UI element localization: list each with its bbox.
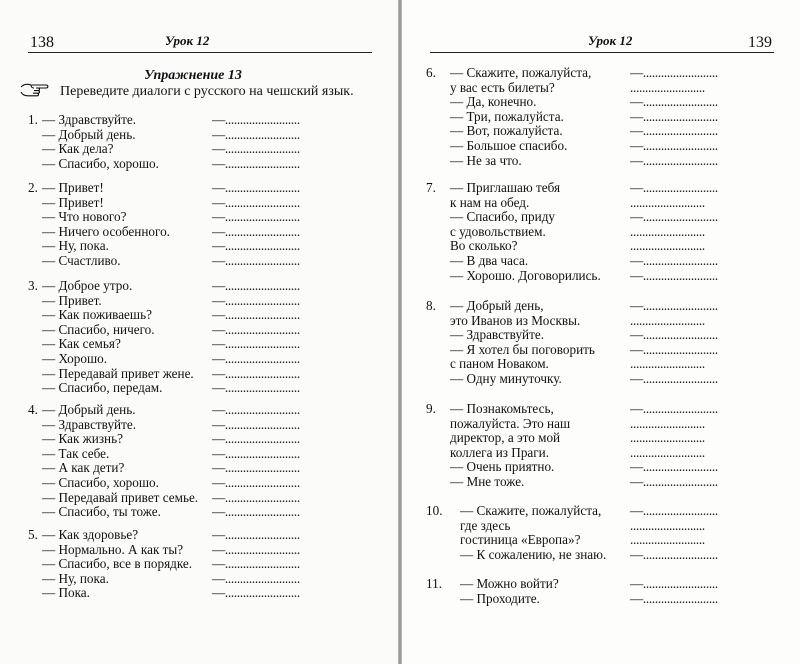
running-title: Урок 12 [165,33,210,48]
dialogue-line [426,239,786,254]
header-rule [430,52,774,53]
translation-blank: —......................... [630,401,718,416]
dialogue-10 [426,504,786,562]
dialogue-line [426,196,786,211]
dialogue-line [426,431,786,446]
dialogue-line [28,505,378,520]
russian-text: — Вот, пожалуйста. [450,123,563,139]
dialogue-line [426,372,786,387]
russian-text: — Очень приятно. [450,459,555,475]
russian-text: — Так себе. [42,445,110,461]
russian-text: — Доброе утро. [42,278,133,293]
translation-blank: —......................... [212,350,300,366]
russian-text: — Здравствуйте. [42,416,137,432]
dialogue-line [28,128,378,143]
dialogue-line [426,475,786,490]
translation-blank: —......................... [630,108,718,124]
translation-blank: —......................... [630,298,718,313]
dialogue-number: 1. [28,112,38,127]
dialogue-line [426,504,786,519]
russian-text: — Как дела? [42,141,114,157]
dialogue-number: 4. [28,402,38,417]
russian-text: с удовольствием. [450,223,546,239]
russian-text: — Познакомьтесь, [450,401,554,416]
translation-blank: —......................... [212,527,300,542]
russian-text: — Как семья? [42,336,121,352]
header-rule [28,52,372,53]
translation-blank: —......................... [630,546,718,562]
instruction [20,82,354,100]
translation-blank: —......................... [212,416,300,432]
dialogue-line [28,586,378,601]
translation-blank: —......................... [212,336,300,352]
dialogue-5 [28,528,378,601]
translation-blank: ......................... [630,194,705,210]
dialogue-line [426,314,786,329]
russian-text: это Иванов из Москвы. [450,312,581,328]
dialogue-number: 11. [426,576,442,591]
dialogue-2 [28,181,378,269]
translation-blank: —......................... [212,238,300,254]
dialogue-line [426,110,786,125]
exercise-title-text: Упражнение 13 [144,68,242,83]
russian-text: — Хорошо. [42,350,108,366]
russian-text: — Скажите, пожалуйста, [460,503,602,518]
russian-text: — Приглашаю тебя [450,180,561,195]
russian-text: — Спасибо, хорошо. [42,474,159,490]
dialogue-line [426,139,786,154]
translation-blank: —......................... [630,180,718,195]
translation-blank: —......................... [212,380,300,396]
dialogue-line [28,461,378,476]
dialogue-8 [426,299,786,387]
russian-text: — В два часа. [450,252,529,268]
translation-blank: ......................... [630,444,705,460]
dialogue-number: 8. [426,298,436,313]
russian-text: — Мне тоже. [450,473,525,489]
dialogue-number: 9. [426,401,436,416]
translation-blank: —......................... [212,504,300,520]
translation-blank: —......................... [630,503,718,518]
translation-blank: ......................... [630,312,705,328]
russian-text: — Хорошо. Договорились. [450,267,601,283]
translation-blank: —......................... [212,445,300,461]
dialogue-line [28,113,378,128]
dialogue-line [28,323,378,338]
russian-text: — Спасибо, ты тоже. [42,504,161,520]
dialogue-line [28,157,378,172]
dialogue-line [426,357,786,372]
dialogue-line [28,543,378,558]
translation-blank: —......................... [212,489,300,505]
dialogue-line [28,447,378,462]
translation-blank: ......................... [630,517,705,533]
russian-text: — Добрый день, [450,298,544,313]
russian-text: к нам на обед. [450,194,530,210]
russian-text: — Как здоровье? [42,527,139,542]
russian-text: — Ну, пока. [42,570,109,586]
russian-text: — Передавай привет семье. [42,489,199,505]
pointing-hand-icon [20,82,50,98]
russian-text: — Здравствуйте. [450,327,545,343]
dialogue-line [426,225,786,240]
dialogue-line [426,124,786,139]
dialogue-line [28,432,378,447]
dialogue-line [426,402,786,417]
dialogue-line [28,294,378,309]
translation-blank: —......................... [212,431,300,447]
translation-blank: —......................... [630,152,718,168]
translation-blank: —......................... [212,460,300,476]
translation-blank: —......................... [630,590,718,606]
translation-blank: —......................... [630,94,718,110]
russian-text: — Спасибо, ничего. [42,321,155,337]
dialogue-line [28,418,378,433]
dialogue-line [28,557,378,572]
dialogue-line [28,239,378,254]
dialogue-number: 3. [28,278,38,293]
page-header [0,30,398,54]
russian-text: — Как жизнь? [42,431,123,447]
translation-blank: —......................... [630,137,718,153]
russian-text: — Счастливо. [42,252,121,268]
dialogue-line [426,519,786,534]
russian-text: — Да, конечно. [450,94,537,110]
dialogue-line [28,308,378,323]
running-title: Урок 12 [588,33,633,48]
dialogue-line [28,352,378,367]
dialogue-line [426,299,786,314]
dialogue-number: 5. [28,527,38,542]
translation-blank: —......................... [212,126,300,142]
russian-text: — Здравствуйте. [42,112,137,127]
russian-text: — К сожалению, не знаю. [460,546,607,562]
dialogue-line [28,367,378,382]
translation-blank: ......................... [630,356,705,372]
russian-text: — Добрый день. [42,126,136,142]
translation-blank: —......................... [212,292,300,308]
russian-text: — Большое спасибо. [450,137,568,153]
translation-blank: —......................... [212,541,300,557]
russian-text: — Спасибо, хорошо. [42,155,159,171]
russian-text: — Ну, пока. [42,238,109,254]
translation-blank: —......................... [212,321,300,337]
russian-text: — Как поживаешь? [42,307,152,323]
dialogue-line [426,328,786,343]
translation-blank: —......................... [212,223,300,239]
dialogue-11 [426,577,786,606]
translation-blank: ......................... [630,238,705,254]
translation-blank: —......................... [630,473,718,489]
russian-text: — Спасибо, приду [450,209,556,225]
left-page [0,0,398,664]
translation-blank: —......................... [212,585,300,601]
translation-blank: —......................... [630,459,718,475]
translation-blank: —......................... [212,209,300,225]
dialogue-9 [426,402,786,490]
translation-blank: —......................... [212,155,300,171]
instruction-text: Переведите диалоги с русского на чешский язык. [60,84,354,99]
russian-text: гостиница «Европа»? [460,532,581,548]
translation-blank: —......................... [212,402,300,417]
russian-text: — Ничего особенного. [42,223,170,239]
translation-blank: —......................... [212,556,300,572]
translation-blank: ......................... [630,223,705,239]
dialogue-line [28,254,378,269]
dialogue-line [28,528,378,543]
dialogue-line [28,381,378,396]
translation-blank: ......................... [630,79,705,95]
dialogue-line [426,95,786,110]
translation-blank: —......................... [630,252,718,268]
translation-blank: —......................... [212,278,300,293]
russian-text: — Добрый день. [42,402,136,417]
russian-text: — Пока. [42,585,90,601]
dialogue-line [28,491,378,506]
translation-blank: ......................... [630,415,705,431]
russian-text: — Привет! [42,180,104,195]
russian-text: коллега из Праги. [450,444,550,460]
translation-blank: ......................... [630,532,705,548]
russian-text: — Можно войти? [460,576,559,591]
translation-blank: —......................... [630,327,718,343]
dialogue-line [28,279,378,294]
russian-text: — Передавай привет жене. [42,365,194,381]
dialogue-line [426,181,786,196]
dialogue-line [28,210,378,225]
russian-text: — Нормально. А как ты? [42,541,184,557]
russian-text: — Скажите, пожалуйста, [450,65,592,80]
russian-text: у вас есть билеты? [450,79,555,95]
page-header [402,30,800,54]
dialogue-line [426,81,786,96]
dialogue-line [426,577,786,592]
russian-text: — Спасибо, все в порядке. [42,556,193,572]
translation-blank: —......................... [212,474,300,490]
dialogue-line [426,548,786,563]
russian-text: директор, а это мой [450,430,561,446]
dialogue-number: 10. [426,503,443,518]
dialogue-line [426,154,786,169]
translation-blank: —......................... [212,252,300,268]
dialogue-number: 2. [28,180,38,195]
dialogue-line [28,403,378,418]
translation-blank: —......................... [630,341,718,357]
dialogue-line [426,254,786,269]
translation-blank: —......................... [212,365,300,381]
page-number: 138 [30,34,54,51]
russian-text: — Одну минуточку. [450,370,562,386]
russian-text: с паном Новаком. [450,356,549,372]
dialogue-line [28,142,378,157]
dialogue-4 [28,403,378,520]
translation-blank: —......................... [630,576,718,591]
russian-text: — Проходите. [460,590,540,606]
dialogue-line [28,181,378,196]
dialogue-line [426,417,786,432]
dialogue-line [426,446,786,461]
right-page [402,0,800,664]
russian-text: — Что нового? [42,209,127,225]
dialogue-line [426,592,786,607]
page-number: 139 [748,34,772,51]
dialogue-line [426,460,786,475]
russian-text: пожалуйста. Это наш [450,415,571,431]
translation-blank: —......................... [630,370,718,386]
russian-text: — А как дети? [42,460,125,476]
translation-blank: —......................... [212,307,300,323]
translation-blank: ......................... [630,430,705,446]
dialogue-line [426,533,786,548]
dialogue-line [426,66,786,81]
translation-blank: —......................... [212,194,300,210]
translation-blank: —......................... [212,141,300,157]
dialogue-line [426,210,786,225]
translation-blank: —......................... [212,112,300,127]
dialogue-number: 6. [426,65,436,80]
dialogue-line [426,269,786,284]
translation-blank: —......................... [630,65,718,80]
dialogue-7 [426,181,786,283]
russian-text: Во сколько? [450,238,518,254]
dialogue-1 [28,113,378,171]
translation-blank: —......................... [212,180,300,195]
russian-text: — Не за что. [450,152,522,168]
dialogue-line [426,343,786,358]
dialogue-line [28,225,378,240]
translation-blank: —......................... [630,123,718,139]
russian-text: — Три, пожалуйста. [450,108,564,124]
translation-blank: —......................... [630,267,718,283]
dialogue-line [28,476,378,491]
translation-blank: —......................... [630,209,718,225]
russian-text: — Я хотел бы поговорить [450,341,595,357]
dialogue-3 [28,279,378,396]
dialogue-number: 7. [426,180,436,195]
dialogue-line [28,196,378,211]
dialogue-line [28,572,378,587]
translation-blank: —......................... [212,570,300,586]
russian-text: где здесь [460,517,511,533]
russian-text: — Привет! [42,194,104,210]
russian-text: — Привет. [42,292,102,308]
dialogue-6 [426,66,786,168]
dialogue-line [28,337,378,352]
russian-text: — Спасибо, передам. [42,380,163,396]
